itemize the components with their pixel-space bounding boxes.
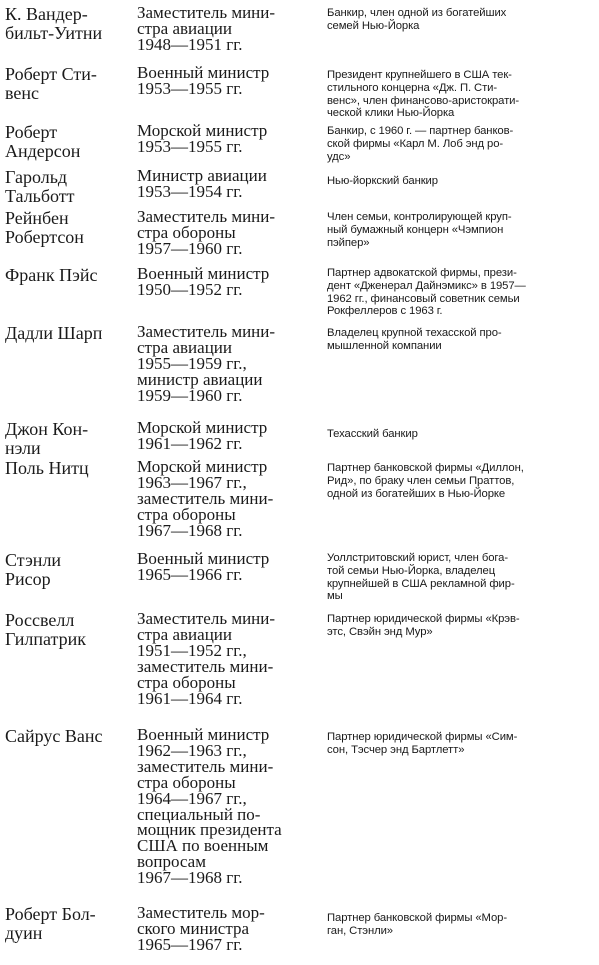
position-held: Военный министр 1953—1955 гг. bbox=[137, 63, 270, 98]
position-held: Министр авиации 1953—1954 гг. bbox=[137, 166, 267, 201]
person-name: Дадли Шарп bbox=[5, 323, 103, 343]
background-note: Уоллстритовский юрист, член бога- той семьи Нью-Йорка, владелец крупнейшей в США рекламной фир- мы bbox=[327, 552, 515, 603]
background-note: Партнер банковской фирмы «Мор- ган, Стэнли» bbox=[327, 912, 508, 937]
position-held: Военный министр 1965—1966 гг. bbox=[137, 549, 270, 584]
position-held: Морской министр 1961—1962 гг. bbox=[137, 418, 268, 453]
position-held: Заместитель мини- стра авиации 1955—1959 гг., министр авиации 1959—1960 гг. bbox=[137, 322, 276, 405]
background-note: Нью-йоркский банкир bbox=[327, 175, 438, 187]
background-note: Банкир, член одной из богатейших семей Нью-Йорка bbox=[327, 7, 507, 32]
background-note: Банкир, с 1960 г. — партнер банков- ской фирмы «Карл М. Лоб энд ро- удс» bbox=[327, 125, 514, 163]
position-held: Морской министр 1953—1955 гг. bbox=[137, 121, 268, 156]
person-name: Поль Нитц bbox=[5, 458, 89, 478]
person-name: Роберт Сти- венс bbox=[5, 64, 97, 103]
position-held: Военный министр 1962—1963 гг., заместитель мини- стра обороны 1964—1967 гг., специальный по- мощник президента США по военным вопросам 1967—1968 гг. bbox=[137, 725, 282, 888]
background-note: Президент крупнейшего в США тек- стильного концерна «Дж. П. Сти- венс», член финансово-аристократи- ческой клики Нью-Йорка bbox=[327, 69, 520, 120]
position-held: Заместитель мини- стра авиации 1951—1952 гг., заместитель мини- стра обороны 1961—1964 гг. bbox=[137, 609, 276, 708]
background-note: Партнер юридической фирмы «Сим- сон, Тэсчер энд Бартлетт» bbox=[327, 731, 518, 756]
position-held: Заместитель мини- стра авиации 1948—1951 гг. bbox=[137, 3, 276, 54]
person-name: Гарольд Тальботт bbox=[5, 167, 75, 206]
person-name: Рейнбен Робертсон bbox=[5, 208, 84, 247]
background-note: Член семьи, контролирующей круп- ный бумажный концерн «Чэмпион пэйпер» bbox=[327, 211, 512, 249]
position-held: Заместитель мор- ского министра 1965—1967 гг. bbox=[137, 903, 265, 954]
background-note: Партнер адвокатской фирмы, прези- дент «Дженерал Дайнэмикс» в 1957— 1962 гг., финансовый советник семьи Рокфеллеров с 1963 г. bbox=[327, 267, 526, 318]
background-note: Владелец крупной техасской про- мышленной компании bbox=[327, 327, 502, 352]
person-name: Роберт Бол- дуин bbox=[5, 904, 96, 943]
person-name: Франк Пэйс bbox=[5, 265, 98, 285]
position-held: Заместитель мини- стра обороны 1957—1960 гг. bbox=[137, 207, 276, 258]
position-held: Военный министр 1950—1952 гг. bbox=[137, 264, 270, 299]
person-name: Стэнли Рисор bbox=[5, 550, 62, 589]
background-note: Партнер банковской фирмы «Диллон, Рид», по браку член семьи Праттов, одной из богатейших в Нью-Йорке bbox=[327, 462, 524, 500]
person-name: Роберт Андерсон bbox=[5, 122, 81, 161]
person-name: К. Вандер- бильт-Уитни bbox=[5, 4, 103, 43]
person-name: Джон Кон- нэли bbox=[5, 419, 89, 458]
position-held: Морской министр 1963—1967 гг., заместитель мини- стра обороны 1967—1968 гг. bbox=[137, 457, 274, 540]
person-name: Россвелл Гилпатрик bbox=[5, 610, 86, 649]
person-name: Сайрус Ванс bbox=[5, 726, 103, 746]
background-note: Партнер юридической фирмы «Крэв- этс, Свэйн энд Мур» bbox=[327, 613, 520, 638]
background-note: Техасский банкир bbox=[327, 428, 418, 440]
